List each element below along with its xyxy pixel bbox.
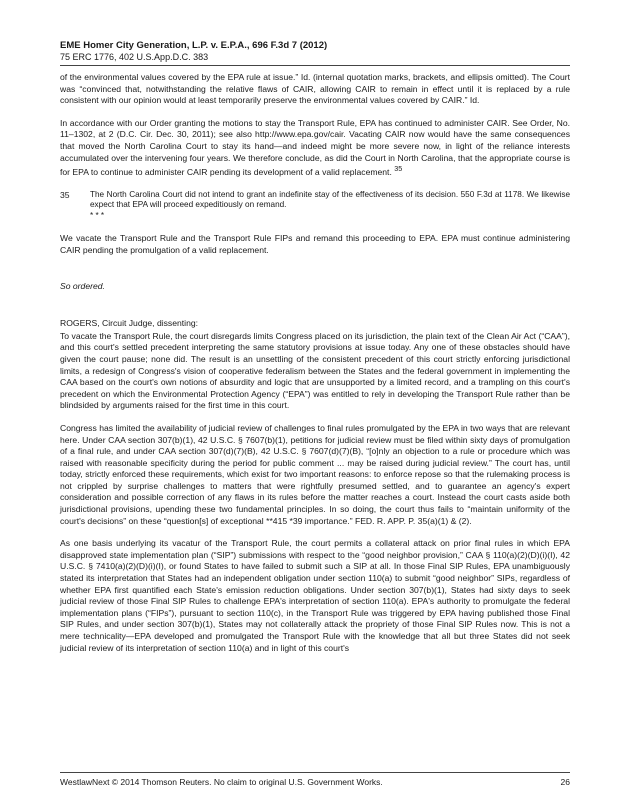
footnote: [60, 190, 570, 222]
dissent-paragraph: As one basis underlying its vacatur of the Transport Rule, the court permits a collateral attack on prior final rules in which EPA disapproved state implementation plan (“SIP”) submissions with respect to the “good neighbor provision,” CAA § 110(a)(2)(D)(i)(I), 42 U.S.C. § 7410(a)(2)(D)(i)(I), or found States to have failed to submit such a SIP at all. In those Final SIP Rules, EPA unambiguously stated its interpretation that States had an independent obligation under section 110(a) to submit “good neighbor” SIPs, regardless of whether EPA first quantified each State's emission reduction obligations. Under section 307(b)(1), States had sixty days to seek judicial review of those Final SIP Rules to challenge EPA's interpretation of section 110(a). EPA's authority to promulgate the federal implementation plans (“FIPs”), pursuant to section 110(c), in the Transport Rule was triggered by EPA having published those Final SIP Rules, and under section 307(b)(1), States may not collaterally attack the propriety of those Final SIP Rules now. This is not a mere technicality—EPA developed and promulgated the Transport Rule with the knowledge that all but three States did not seek judicial review of its interpretation of section 110(a) and in light of this court's: [60, 538, 570, 653]
page-header: [60, 40, 570, 66]
footnote-text-block: [90, 190, 570, 222]
case-title: EME Homer City Generation, L.P. v. E.P.A., 696 F.3d 7 (2012): [60, 40, 328, 51]
section-break: * * *: [90, 210, 105, 220]
footer-copyright: WestlawNext © 2014 Thomson Reuters. No claim to original U.S. Government Works.: [60, 777, 383, 787]
footnote-number: 35: [60, 189, 70, 200]
paragraph: We vacate the Transport Rule and the Transport Rule FIPs and remand this proceeding to EPA. EPA must continue administering CAIR pending the promulgation of a valid replacement.: [60, 233, 570, 255]
dissent-paragraph: Congress has limited the availability of judicial review of challenges to final rules promulgated by the EPA in two ways that are relevant here. Under CAA section 307(b)(1), 42 U.S.C. § 7607(b)(1), petitions for judicial review must be filed within sixty days of promulgation of a final rule, and under CAA section 307(d)(7)(B), 42 U.S.C. § 7607(d)(7)(B), “[o]nly an objection to a rule or procedure which was raised with reasonable specificity during the period for public comment ... may be raised during judicial review.” The court has, until today, strictly enforced these requirements, which exist for two important reasons: to enforce repose so that the rulemaking process is not crippled by surprise challenges to matters that were rightfully presumed settled, and to guarantee an agency's expert consideration and possible correction of any flaws in its rules before the matter reaches a court. Instead the court casts aside both jurisdictional provisions, upending these two fundamental principles. In so doing, the court thus fails to “maintain uniformity of the court's decisions” on these “question[s] of exceptional **415 *39 importance.” FED. R. APP. P. 35(a)(1) & (2).: [60, 422, 570, 526]
footnote-text: The North Carolina Court did not intend to grant an indefinite stay of the effectiveness of its decision. 550 F.3d at 1178. We likewise expect that EPA will proceed expeditiously on remand.: [90, 189, 570, 210]
page-number: 26: [560, 777, 570, 787]
opinion-body: [60, 72, 570, 665]
so-ordered: So ordered.: [60, 280, 105, 291]
dissent-paragraph: To vacate the Transport Rule, the court disregards limits Congress placed on its jurisdiction, the plain text of the Clean Air Act (“CAA”), and this court's settled precedent interpreting the same statutory provisions at issue today. Any one of these obstacles should have given the court pause; none did. The result is an unsettling of the consistent precedent of this court strictly enforcing jurisdictional limits, a redesign of Congress's vision of cooperative federalism between the States and the federal government in implementing the CAA based on the court's own notions of absurdity and logic that are unsupported by a limited record, and a trampling on this court's precedent on which the Environmental Protection Agency (“EPA”) was entitled to rely in developing the Transport Rule rather than be blindsided by arguments raised for the first time in this court.: [60, 330, 570, 411]
paragraph: of the environmental values covered by the EPA rule at issue.” Id. (internal quotation marks, brackets, and ellipsis omitted). The Court was “convinced that, notwithstanding the relative flaws of CAIR, allowing CAIR to remain in effect until it is replaced by a rule consistent with our opinion would at least temporarily preserve the environmental values covered by CAIR.” Id.: [60, 72, 570, 106]
paragraph: [60, 118, 570, 179]
paragraph-text: In accordance with our Order granting the motions to stay the Transport Rule, EPA has continued to administer CAIR. See Order, No. 11–1302, at 2 (D.C. Cir. Dec. 30, 2011); see also http://www.epa.gov/cair. Vacating CAIR now would have the same consequences that moved the North Carolina Court to stay its hand—and indeed might be more severe now, in light of the reliance interests accumulated over the intervening four years. We therefore conclude, as did the Court in North Carolina, that the appropriate course is for EPA to continue to administer CAIR pending its development of a valid replacement.: [60, 117, 570, 178]
dissent-judge: ROGERS, Circuit Judge, dissenting:: [60, 318, 199, 329]
page-footer: [60, 772, 570, 787]
footnote-reference[interactable]: 35: [394, 165, 403, 174]
reporter-citation: 75 ERC 1776, 402 U.S.App.D.C. 383: [60, 52, 570, 66]
